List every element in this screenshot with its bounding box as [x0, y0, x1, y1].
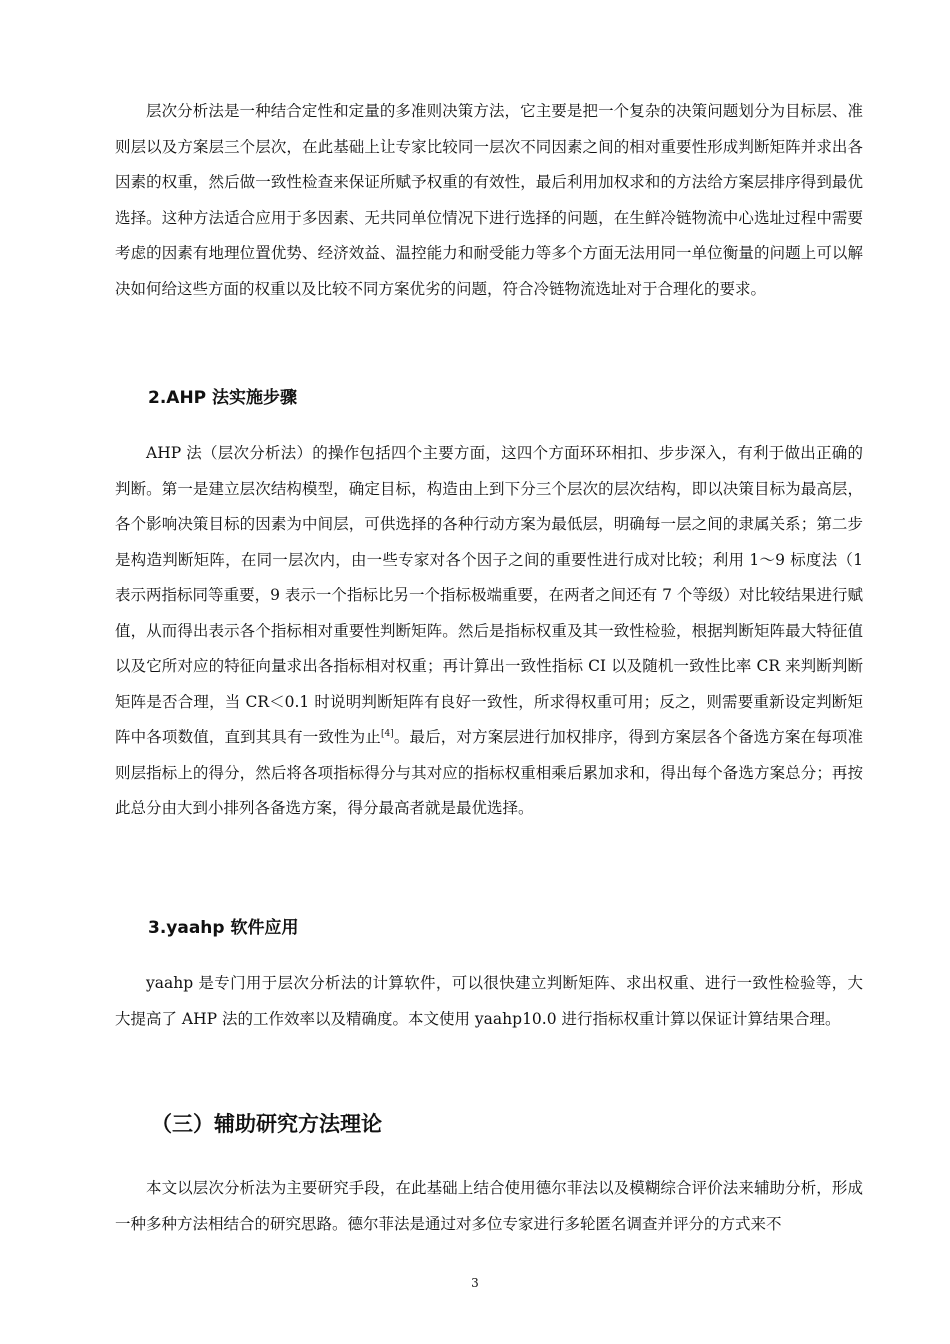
paragraph-ahp-steps-main: AHP 法（层次分析法）的操作包括四个主要方面，这四个方面环环相扣、步步深入，有利于做出正确的判断。第一是建立层次结构模型，确定目标，构造由上到下分三个层次的层次结构，即以决策目标为最高层，各个影响决策目标的因素为中间层，可供选择的各种行动方案为最低层，明确每一层之间的隶属关系；第二步是构造判断矩阵，在同一层次内，由一些专家对各个因子之间的重要性进行成对比较；利用 1～9 标度法（1 表示两指标同等重要，9 表示一个指标比另一个指标极端重要，在两者之间还有 7 个等级）对比较结果进行赋值，从而得出表示各个指标相对重要性判断矩阵。然后是指标权重及其一致性检验，根据判断矩阵最大特征值以及它所对应的特征向量求出各指标相对权重；再计算出一致性指标 CI 以及随机一致性比率 CR 来判断判断矩阵是否合理，当 CR＜0.1 时说明判断矩阵有良好一致性，所求得权重可用；反之，则需要重新设定判断矩阵中各项数值，直到其具有一致性为止 — [115, 444, 863, 746]
paragraph-ahp-steps-tail: 。最后，对方案层进行加权排序，得到方案层各个备选方案在每项准则层指标上的得分，然后将各项指标得分与其对应的指标权重相乘后累加求和，得出每个备选方案总分；再按此总分由大到小排列各备选方案，得分最高者就是最优选择。 — [115, 728, 863, 817]
paragraph-ahp-steps — [115, 436, 863, 827]
paragraph-auxiliary-methods: 本文以层次分析法为主要研究手段，在此基础上结合使用德尔菲法以及模糊综合评价法来辅助分析，形成一种多种方法相结合的研究思路。德尔菲法是通过对多位专家进行多轮匿名调查并评分的方式来不 — [115, 1179, 863, 1233]
heading-ahp-steps: 2.AHP 法实施步骤 — [148, 388, 298, 408]
paragraph-yaahp: yaahp 是专门用于层次分析法的计算软件，可以很快建立判断矩阵、求出权重、进行一致性检验等，大大提高了 AHP 法的工作效率以及精确度。本文使用 yaahp10.0 进行指标权重计算以保证计算结果合理。 — [115, 974, 863, 1028]
section-heading-auxiliary-methods: （三）辅助研究方法理论 — [151, 1112, 382, 1136]
citation-reference: [4] — [380, 728, 394, 739]
heading-yaahp: 3.yaahp 软件应用 — [148, 918, 299, 938]
page-number: 3 — [471, 1276, 479, 1290]
paragraph-ahp-intro: 层次分析法是一种结合定性和定量的多准则决策方法，它主要是把一个复杂的决策问题划分为目标层、准则层以及方案层三个层次，在此基础上让专家比较同一层次不同因素之间的相对重要性形成判断矩阵并求出各因素的权重，然后做一致性检查来保证所赋予权重的有效性，最后利用加权求和的方法给方案层排序得到最优选择。这种方法适合应用于多因素、无共同单位情况下进行选择的问题，在生鲜冷链物流中心选址过程中需要考虑的因素有地理位置优势、经济效益、温控能力和耐受能力等多个方面无法用同一单位衡量的问题上可以解决如何给这些方面的权重以及比较不同方案优劣的问题，符合冷链物流选址对于合理化的要求。 — [115, 102, 863, 298]
